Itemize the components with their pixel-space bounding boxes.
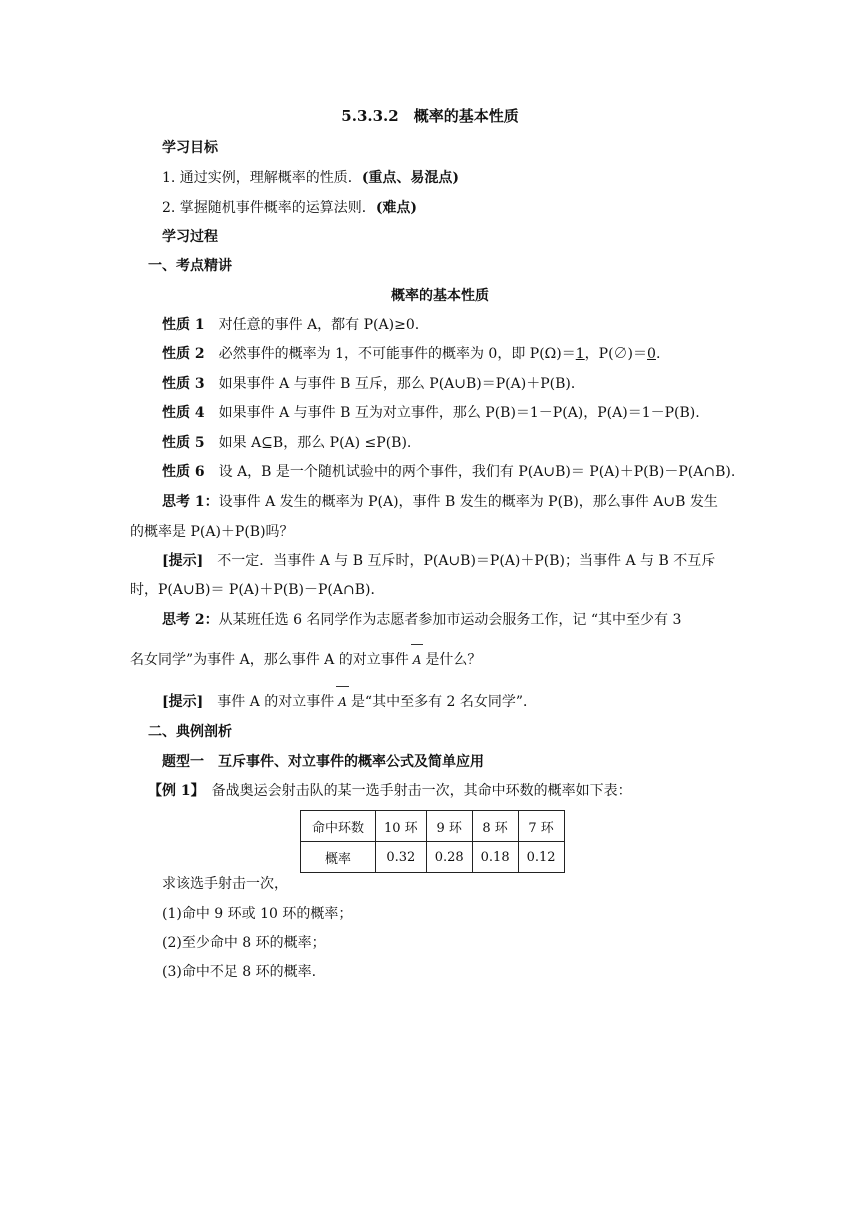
example-1-question-intro: 求该选手射击一次， <box>162 876 288 892</box>
page-title: 5.3.3.2 概率的基本性质 <box>341 107 519 125</box>
goals-heading: 学习目标 <box>162 140 218 156</box>
complement-a-symbol: A <box>409 650 426 670</box>
process-heading: 学习过程 <box>162 229 218 245</box>
property-2: 性质 2 必然事件的概率为 1，不可能事件的概率为 0，即 P(Ω)＝1，P(∅)＝0. <box>162 346 661 362</box>
property-1: 性质 1 对任意的事件 A，都有 P(A)≥0. <box>162 317 420 333</box>
table-cell: 命中环数 <box>301 811 376 842</box>
properties-title: 概率的基本性质 <box>391 288 489 304</box>
table-cell: 0.32 <box>376 842 427 873</box>
example-1-question-2: (2)至少命中 8 环的概率； <box>162 935 326 951</box>
goal-2: 2. 掌握随机事件概率的运算法则．(难点) <box>162 200 418 216</box>
table-cell: 9 环 <box>426 811 472 842</box>
table-cell: 7 环 <box>518 811 564 842</box>
complement-a-symbol: A <box>334 692 351 712</box>
think-1-line-1: 思考 1：设事件 A 发生的概率为 P(A)，事件 B 发生的概率为 P(B)，那么事件 A∪B 发生 <box>162 494 718 510</box>
probability-table <box>300 810 565 873</box>
property-4: 性质 4 如果事件 A 与事件 B 互为对立事件，那么 P(B)＝1－P(A)，P(A)＝1－P(B). <box>162 405 700 421</box>
section-2-heading: 二、典例剖析 <box>148 724 232 740</box>
goal-1: 1. 通过实例，理解概率的性质．(重点、易混点) <box>162 170 460 186</box>
table-row <box>301 842 565 873</box>
table-row <box>301 811 565 842</box>
example-1-question-3: (3)命中不足 8 环的概率. <box>162 964 317 980</box>
table-cell: 8 环 <box>472 811 518 842</box>
think-1-line-2: 的概率是 P(A)＋P(B)吗？ <box>130 524 294 540</box>
think-2-hint: [提示] 事件 A 的对立事件 A 是“其中至多有 2 名女同学”． <box>162 694 538 710</box>
property-5: 性质 5 如果 A⊆B，那么 P(A) ≤P(B). <box>162 435 412 451</box>
think-1-hint-line-1: [提示] 不一定．当事件 A 与 B 互斥时，P(A∪B)＝P(A)＋P(B)；当事件 A 与 B 不互斥 <box>162 553 716 569</box>
think-1-hint-line-2: 时，P(A∪B)＝ P(A)＋P(B)－P(A∩B)． <box>130 582 385 598</box>
table-cell: 0.18 <box>472 842 518 873</box>
type-1-heading: 题型一 互斥事件、对立事件的概率公式及简单应用 <box>162 754 484 770</box>
property-3: 性质 3 如果事件 A 与事件 B 互斥，那么 P(A∪B)＝P(A)＋P(B)． <box>162 376 585 392</box>
section-1-heading: 一、考点精讲 <box>148 258 232 274</box>
table-cell: 10 环 <box>376 811 427 842</box>
table-cell: 概率 <box>301 842 376 873</box>
table-cell: 0.28 <box>426 842 472 873</box>
think-2-line-2: 名女同学”为事件 A，那么事件 A 的对立事件 A 是什么？ <box>130 652 482 668</box>
example-1-question-1: (1)命中 9 环或 10 环的概率； <box>162 906 353 922</box>
example-1-statement: 【例 1】 备战奥运会射击队的某一选手射击一次，其命中环数的概率如下表： <box>148 783 632 799</box>
think-2-line-1: 思考 2：从某班任选 6 名同学作为志愿者参加市运动会服务工作，记 “其中至少有 3 <box>162 612 682 628</box>
property-6: 性质 6 设 A，B 是一个随机试验中的两个事件，我们有 P(A∪B)＝ P(A)＋P(B)－P(A∩B). <box>162 464 736 480</box>
table-cell: 0.12 <box>518 842 564 873</box>
